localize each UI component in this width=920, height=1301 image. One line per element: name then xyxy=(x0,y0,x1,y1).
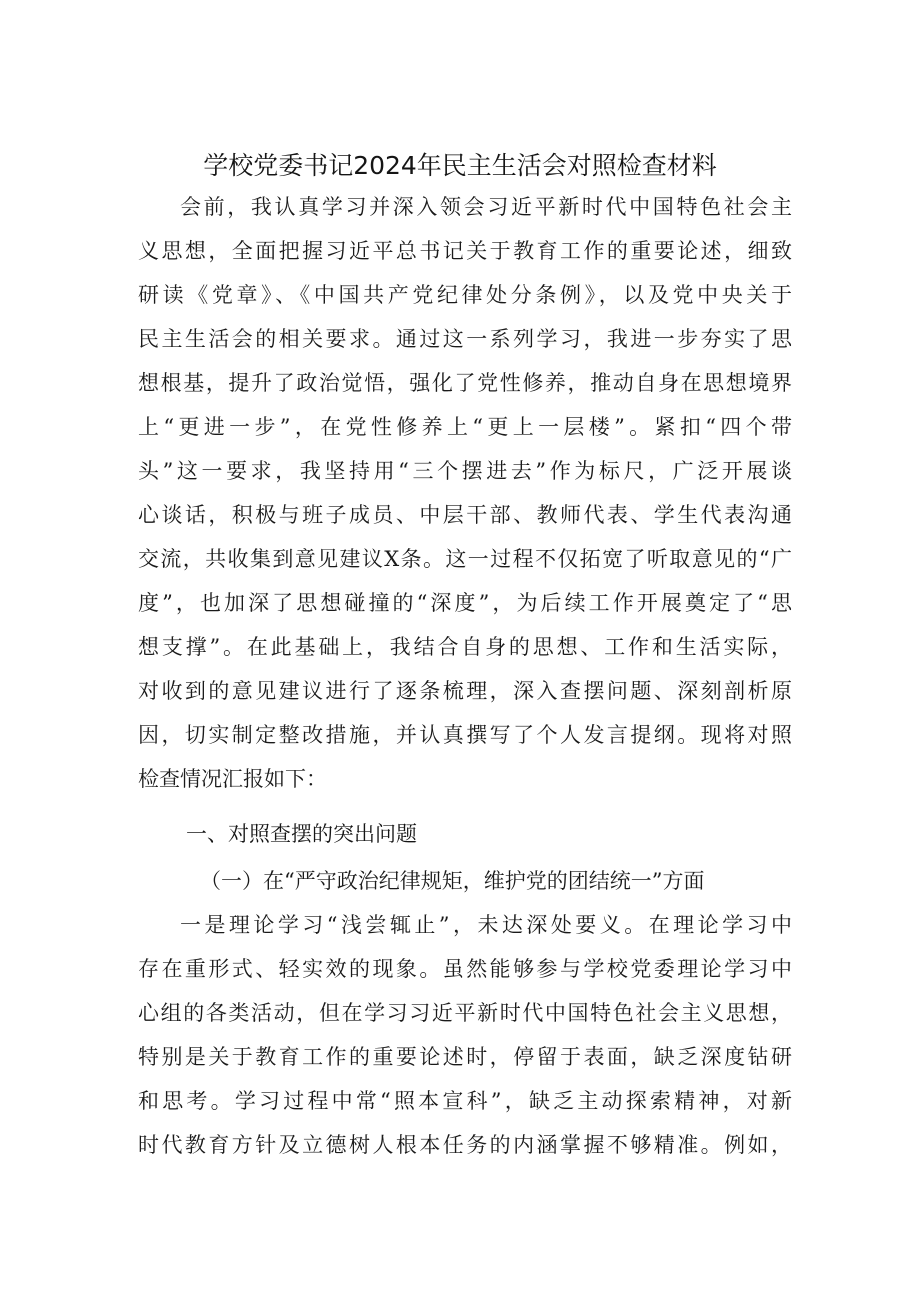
intro-paragraph-line: 上“更进一步”，在党性修养上“更上一层楼”。紧扣“四个带 xyxy=(138,415,792,439)
body-paragraph-line: 心组的各类活动，但在学习习近平新时代中国特色社会主义思想， xyxy=(138,1001,792,1025)
intro-paragraph-line: 交流，共收集到意见建议X条。这一过程不仅拓宽了听取意见的“广 xyxy=(138,547,792,571)
intro-paragraph-line: 因，切实制定整改措施，并认真撰写了个人发言提纲。现将对照 xyxy=(138,723,792,747)
subsection-heading: （一）在“严守政治纪律规矩，维护党的团结统一”方面 xyxy=(200,869,705,893)
intro-paragraph-line: 会前，我认真学习并深入领会习近平新时代中国特色社会主 xyxy=(180,195,792,219)
intro-paragraph-line: 对收到的意见建议进行了逐条梳理，深入查摆问题、深刻剖析原 xyxy=(138,679,792,703)
intro-paragraph-line: 民主生活会的相关要求。通过这一系列学习，我进一步夯实了思 xyxy=(138,327,792,351)
body-paragraph-line: 存在重形式、轻实效的现象。虽然能够参与学校党委理论学习中 xyxy=(138,957,792,981)
intro-paragraph-line: 头”这一要求，我坚持用“三个摆进去”作为标尺，广泛开展谈 xyxy=(138,459,792,483)
intro-paragraph-line: 想根基，提升了政治觉悟，强化了党性修养，推动自身在思想境界 xyxy=(138,371,792,395)
intro-paragraph-line: 义思想，全面把握习近平总书记关于教育工作的重要论述，细致 xyxy=(138,239,792,263)
intro-paragraph-line: 心谈话，积极与班子成员、中层干部、教师代表、学生代表沟通 xyxy=(138,503,792,527)
document-title: 学校党委书记2024年民主生活会对照检查材料 xyxy=(203,151,717,180)
body-paragraph-line: 一是理论学习“浅尝辄止”，未达深处要义。在理论学习中 xyxy=(180,913,792,937)
body-paragraph-line: 时代教育方针及立德树人根本任务的内涵掌握不够精准。例如， xyxy=(138,1133,792,1157)
section-heading: 一、对照查摆的突出问题 xyxy=(186,822,417,846)
intro-paragraph-line: 检查情况汇报如下： xyxy=(138,767,327,791)
intro-paragraph-line: 想支撑”。在此基础上，我结合自身的思想、工作和生活实际， xyxy=(138,635,792,659)
body-paragraph-line: 特别是关于教育工作的重要论述时，停留于表面，缺乏深度钻研 xyxy=(138,1045,792,1069)
intro-paragraph-line: 度”，也加深了思想碰撞的“深度”，为后续工作开展奠定了“思 xyxy=(138,591,792,615)
intro-paragraph-line: 研读《党章》、《中国共产党纪律处分条例》，以及党中央关于 xyxy=(138,283,792,307)
body-paragraph-line: 和思考。学习过程中常“照本宣科”，缺乏主动探索精神，对新 xyxy=(138,1089,792,1113)
